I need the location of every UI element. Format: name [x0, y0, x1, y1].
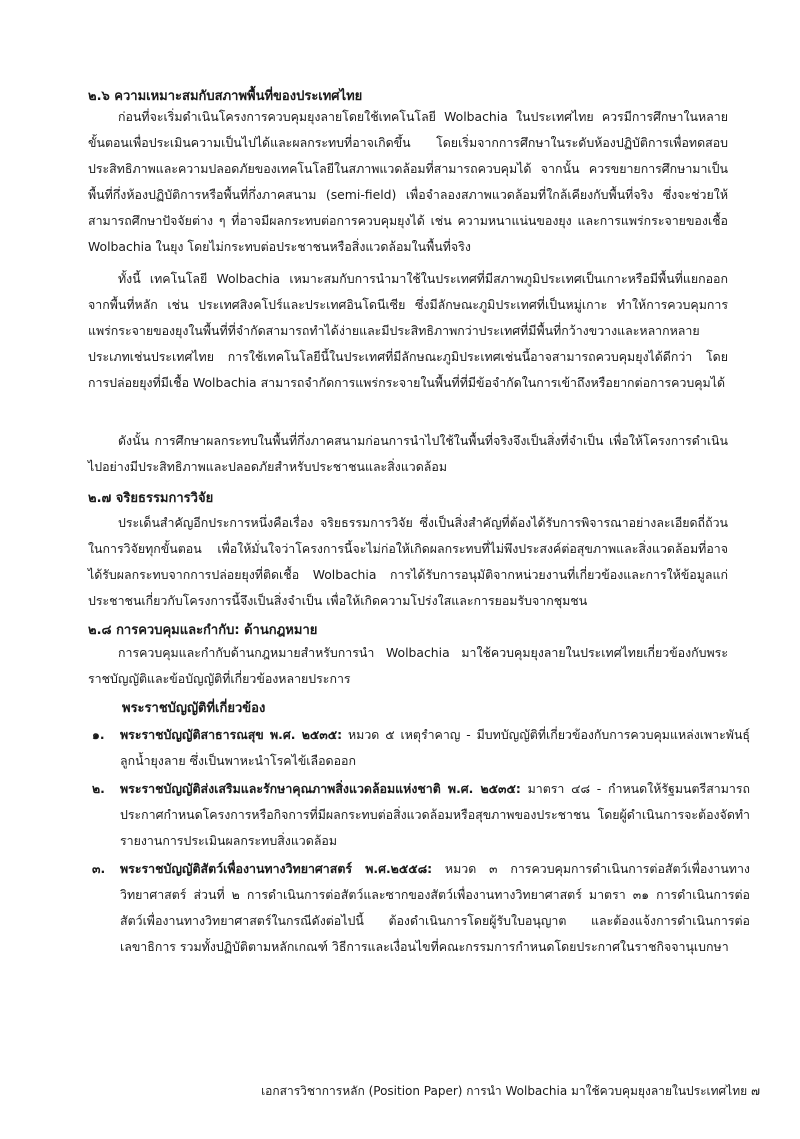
list-number: ๓.	[92, 861, 106, 876]
law-text: มาตรา ๔๘ - กำหนดให้รัฐมนตรีสามารถประกาศกำหนดโครงการหรือกิจการที่มีผลกระทบต่อสิ่งแวดล้อมหรือสุขภาพของประชาชน โดยผู้ดำเนินการจะต้องจัดทำรายงานการประเมินผลกระทบสิ่งแวดล้อม	[120, 781, 751, 848]
list-item	[88, 722, 750, 774]
law-text: หมวด ๕ เหตุรำคาญ - มีบทบัญญัติที่เกี่ยวข้องกับการควบคุมแหล่งเพาะพันธุ์ลูกน้ำยุงลาย ซึ่งเป็นพาหะนำโรคไข้เลือดออก	[120, 727, 750, 768]
list-item	[88, 856, 750, 960]
list-number: ๑.	[92, 727, 105, 742]
law-text: หมวด ๓ การควบคุมการดำเนินการต่อสัตว์เพื่องานทางวิทยาศาสตร์ ส่วนที่ ๒ การดำเนินการต่อสัตว์และซากของสัตว์เพื่องานทางวิทยาศาสตร์ มาตรา ๓๑ การดำเนินการต่อสัตว์เพื่องานทางวิทยาศาสตร์ในกรณีดังต่อไปนี้ ต้องดำเนินการโดยผู้รับใบอนุญาต และต้องแจ้งการดำเนินการต่อเลขาธิการ รวมทั้งปฏิบัติตามหลักเกณฑ์ วิธีการและเงื่อนไขที่คณะกรรมการกำหนดโดยประกาศในราชกิจจานุเบกษา	[120, 861, 750, 954]
law-title: พระราชบัญญัติส่งเสริมและรักษาคุณภาพสิ่งแวดล้อมแห่งชาติ พ.ศ. ๒๕๓๕:	[120, 781, 521, 796]
paragraph: ทั้งนี้ เทคโนโลยี Wolbachia เหมาะสมกับการนำมาใช้ในประเทศที่มีสภาพภูมิประเทศเป็นเกาะหรือมีพื้นที่แยกออกจากพื้นที่หลัก เช่น ประเทศสิงคโปร์และประเทศอินโดนีเซีย ซึ่งมีลักษณะภูมิประเทศที่เป็นหมู่เกาะ ทำให้การควบคุมการแพร่กระจายของยุงในพื้นที่ที่จำกัดสามารถทำได้ง่ายและมีประสิทธิภาพกว่าประเทศที่มีพื้นที่กว้างขวางและหลากหลายประเภทเช่นประเทศไทย การใช้เทคโนโลยีนี้ในประเทศที่มีลักษณะภูมิประเทศเช่นนี้อาจสามารถควบคุมยุงได้ดีกว่า โดยการปล่อยยุงที่มีเชื้อ Wolbachia สามารถจำกัดการแพร่กระจายในพื้นที่ที่มีข้อจำกัดในการเข้าถึงหรือยากต่อการควบคุมได้	[88, 271, 728, 390]
page-footer: เอกสารวิชาการหลัก (Position Paper) การนำ Wolbachia มาใช้ควบคุมยุงลายในประเทศไทย ๗	[261, 1084, 760, 1098]
subheading-related-acts: พระราชบัญญัติที่เกี่ยวข้อง	[122, 701, 266, 716]
list-number: ๒.	[92, 781, 105, 796]
section-heading-2-8: ๒.๘ การควบคุมและกำกับ: ด้านกฎหมาย	[88, 623, 318, 638]
paragraph: ดังนั้น การศึกษาผลกระทบในพื้นที่กึ่งภาคสนามก่อนการนำไปใช้ในพื้นที่จริงจึงเป็นสิ่งที่จำเป็น เพื่อให้โครงการดำเนินไปอย่างมีประสิทธิภาพและปลอดภัยสำหรับประชาชนและสิ่งแวดล้อม	[88, 433, 728, 474]
list-item	[88, 776, 750, 854]
section-heading-2-6: ๒.๖ ความเหมาะสมกับสภาพพื้นที่ของประเทศไทย	[88, 89, 363, 104]
law-title: พระราชบัญญัติสาธารณสุข พ.ศ. ๒๕๓๕:	[120, 727, 343, 742]
law-title: พระราชบัญญัติสัตว์เพื่องานทางวิทยาศาสตร์ พ.ศ.๒๕๕๘:	[120, 861, 433, 876]
paragraph: ก่อนที่จะเริ่มดำเนินโครงการควบคุมยุงลายโดยใช้เทคโนโลยี Wolbachia ในประเทศไทย ควรมีการศึกษาในหลายขั้นตอนเพื่อประเมินความเป็นไปได้และผลกระทบที่อาจเกิดขึ้น โดยเริ่มจากการศึกษาในระดับห้องปฏิบัติการเพื่อทดสอบประสิทธิภาพและความปลอดภัยของเทคโนโลยีในสภาพแวดล้อมที่สามารถควบคุมได้ จากนั้น ควรขยายการศึกษามาเป็นพื้นที่กึ่งห้องปฏิบัติการหรือพื้นที่กึ่งภาคสนาม (semi-field) เพื่อจำลองสภาพแวดล้อมที่ใกล้เคียงกับพื้นที่จริง ซึ่งจะช่วยให้สามารถศึกษาปัจจัยต่าง ๆ ที่อาจมีผลกระทบต่อการควบคุมยุงได้ เช่น ความหนาแน่นของยุง และการแพร่กระจายของเชื้อ Wolbachia ในยุง โดยไม่กระทบต่อประชาชนหรือสิ่งแวดล้อมในพื้นที่จริง	[88, 109, 728, 254]
section-heading-2-7: ๒.๗ จริยธรรมการวิจัย	[88, 491, 214, 506]
paragraph: ประเด็นสำคัญอีกประการหนึ่งคือเรื่อง จริยธรรมการวิจัย ซึ่งเป็นสิ่งสำคัญที่ต้องได้รับการพิจารณาอย่างละเอียดถี่ถ้วนในการวิจัยทุกขั้นตอน เพื่อให้มั่นใจว่าโครงการนี้จะไม่ก่อให้เกิดผลกระทบที่ไม่พึงประสงค์ต่อสุขภาพและสิ่งแวดล้อมที่อาจได้รับผลกระทบจากการปล่อยยุงที่ติดเชื้อ Wolbachia การได้รับการอนุมัติจากหน่วยงานที่เกี่ยวข้องและการให้ข้อมูลแก่ประชาชนเกี่ยวกับโครงการนี้จึงเป็นสิ่งจำเป็น เพื่อให้เกิดความโปร่งใสและการยอมรับจากชุมชน	[88, 515, 728, 608]
paragraph: การควบคุมและกำกับด้านกฎหมายสำหรับการนำ Wolbachia มาใช้ควบคุมยุงลายในประเทศไทยเกี่ยวข้องกับพระราชบัญญัติและข้อบัญญัติที่เกี่ยวข้องหลายประการ	[88, 645, 728, 686]
